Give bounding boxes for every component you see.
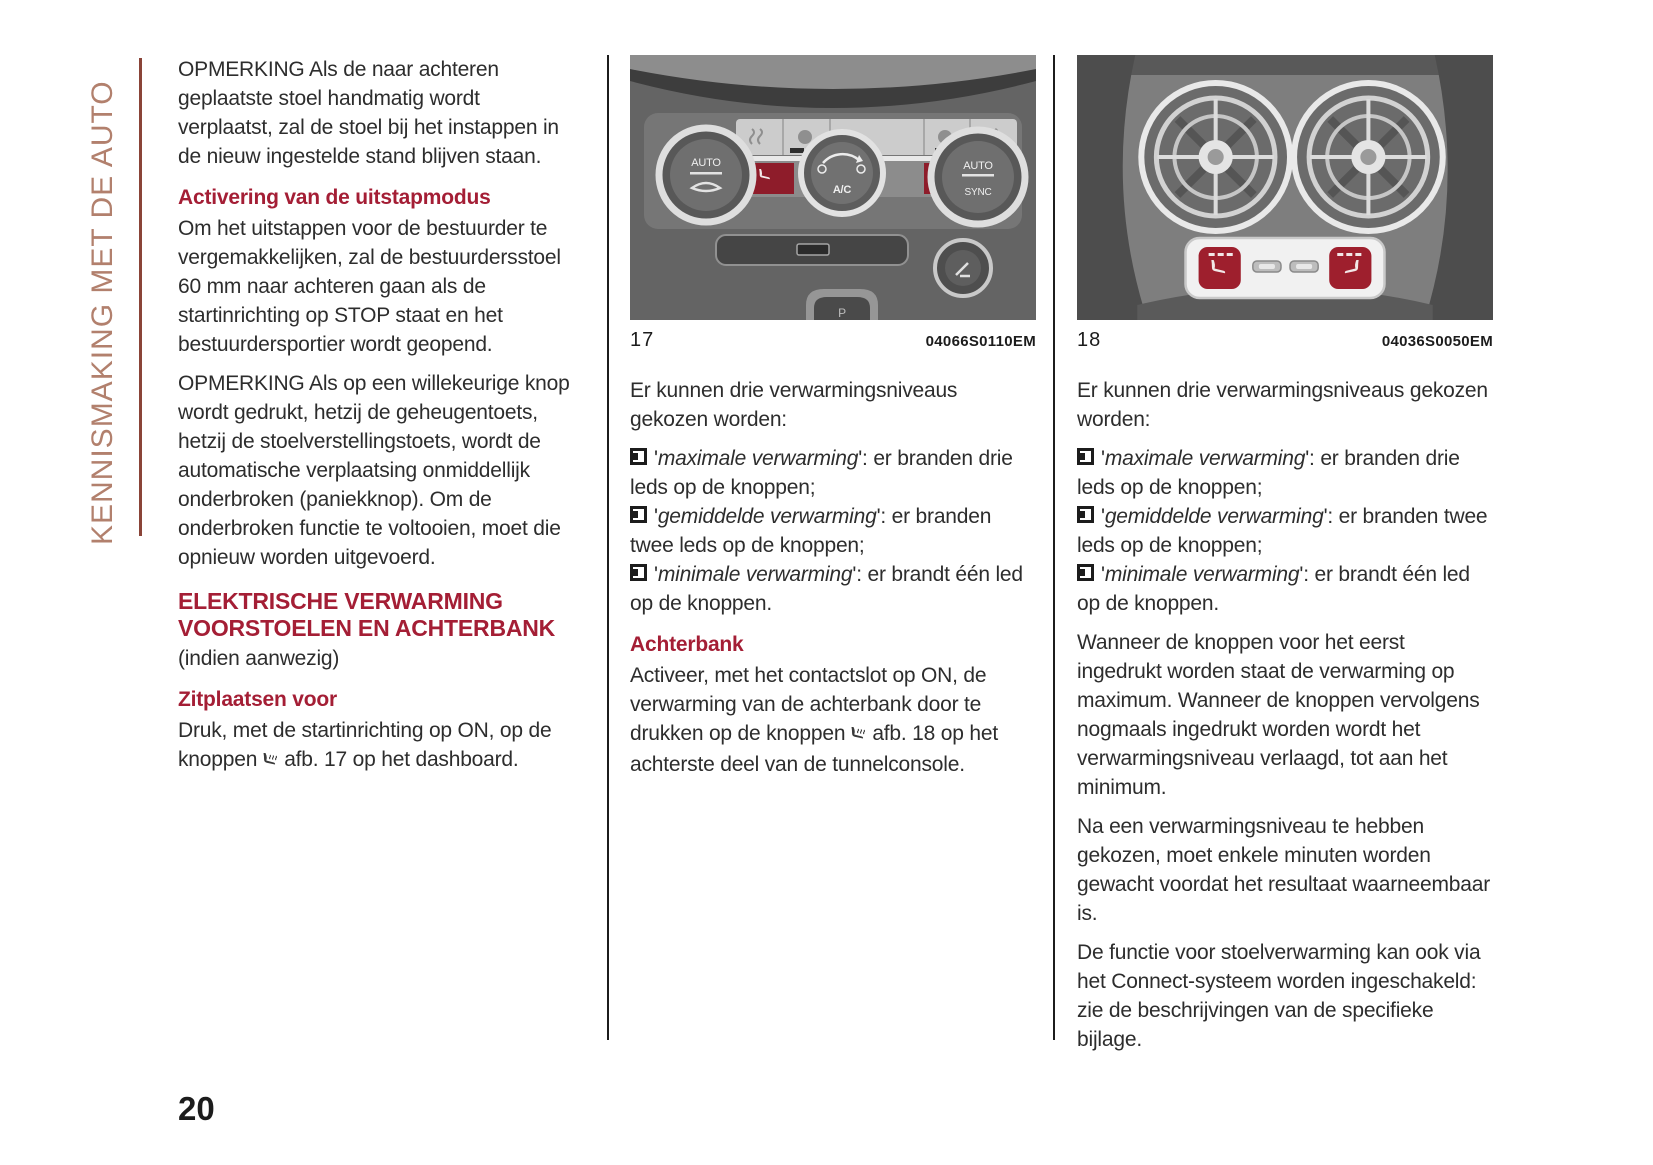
figure-number: 18 [1077, 329, 1102, 351]
bullet-text: ': er branden drie leds op de knoppen; [1077, 447, 1460, 499]
square-bullet-icon [630, 506, 647, 523]
seat-heater-icon [850, 721, 867, 750]
chapter-heading [178, 588, 580, 642]
bullet-text: ': er branden twee leds op de knoppen; [630, 505, 992, 557]
chapter-sidebar-title: KENNISMAKING MET DE AUTO [86, 80, 119, 545]
bullet-text: ' [654, 505, 658, 528]
paragraph: Om het uitstappen voor de bestuurder te vergemakkelijken, zal de bestuurdersstoel 60 mm naar achteren gaan als de startinrichting op STOP staat en het bestuurdersportier wordt geopend. [178, 217, 561, 356]
bullet-text: ': er branden twee leds op de knoppen; [1077, 505, 1488, 557]
bullet-term: maximale verwarming [1104, 447, 1306, 470]
bullet-text: ' [1101, 505, 1105, 528]
sidebar-rule [139, 58, 142, 536]
list-item [1077, 560, 1493, 618]
square-bullet-icon [1077, 448, 1094, 465]
text-column-2 [630, 55, 1036, 789]
list-item [1077, 502, 1493, 560]
paragraph: Er kunnen drie verwarmingsniveaus gekozen worden: [1077, 379, 1488, 431]
bullet-term: maximale verwarming [657, 447, 859, 470]
list-item [630, 444, 1036, 502]
svg-text:AUTO: AUTO [963, 160, 993, 172]
bullet-text: ': er brandt één led op de knoppen. [1077, 563, 1470, 615]
paragraph-text: afb. 18 op het achterste deel van de tunnelconsole. [630, 722, 998, 776]
text-column-1 [178, 55, 580, 786]
paragraph-with-icon [630, 661, 1036, 779]
paragraph: Er kunnen drie verwarmingsniveaus gekozen worden: [630, 379, 958, 431]
bullet-text: ': er brandt één led op de knoppen. [630, 563, 1023, 615]
bullet-term: gemiddelde verwarming [657, 505, 877, 528]
figure-code: 04036S0050EM [1381, 333, 1493, 350]
paragraph: OPMERKING Als de naar achteren geplaatste stoel handmatig wordt verplaatst, zal de stoel bij het instappen in de nieuw ingestelde stand blijven staan. [178, 58, 559, 168]
bullet-text: ' [654, 447, 658, 470]
svg-text:AUTO: AUTO [691, 157, 721, 169]
list-item [630, 560, 1036, 618]
svg-text:P: P [838, 306, 846, 320]
square-bullet-icon [630, 564, 647, 581]
paragraph: De functie voor stoelverwarming kan ook via het Connect-systeem worden ingeschakeld: zie de beschrijvingen van de specifieke bijlage. [1077, 941, 1481, 1051]
list-item [630, 502, 1036, 560]
heating-levels-list [630, 444, 1036, 618]
text-column-3 [1077, 55, 1493, 1064]
list-item [1077, 444, 1493, 502]
bullet-term: gemiddelde verwarming [1104, 505, 1324, 528]
square-bullet-icon [1077, 564, 1094, 581]
figure-caption [630, 326, 1036, 356]
figure-code: 04066S0110EM [925, 333, 1036, 350]
paragraph: OPMERKING Als op een willekeurige knop wordt gedrukt, hetzij de geheugentoets, hetzij de stoelverstellingstoets, wordt de automatische verplaatsing onmiddellijk onderbroken (paniekknop). Om de onderbroken functie te voltooien, moet die opnieuw worden uitgevoerd. [178, 372, 570, 569]
svg-text:A/C: A/C [832, 184, 852, 196]
bullet-term: minimale verwarming [1104, 563, 1300, 586]
square-bullet-icon [630, 448, 647, 465]
availability-note: (indien aanwezig) [178, 647, 340, 670]
bullet-text: ': er branden drie leds op de knoppen; [630, 447, 1013, 499]
figure-number: 17 [630, 329, 655, 351]
bullet-term: minimale verwarming [657, 563, 853, 586]
square-bullet-icon [1077, 506, 1094, 523]
paragraph-with-icon [178, 716, 580, 776]
figure-18-rear-console-photo [1077, 55, 1493, 320]
chapter-heading-line1: ELEKTRISCHE VERWARMING [178, 588, 503, 614]
figure-17-climate-panel-photo [630, 55, 1036, 320]
bullet-text: ' [1101, 447, 1105, 470]
section-heading: Activering van de uitstapmodus [178, 186, 491, 209]
seat-heater-icon [262, 747, 279, 776]
figure-caption [1077, 326, 1493, 356]
bullet-text: ' [654, 563, 658, 586]
paragraph: Na een verwarmingsniveau te hebben gekozen, moet enkele minuten worden gewacht voordat het resultaat waarneembaar is. [1077, 815, 1491, 925]
paragraph: Wanneer de knoppen voor het eerst ingedrukt worden staat de verwarming op maximum. Wanneer de knoppen vervolgens nogmaals ingedrukt worden wordt het verwarmingsniveau verlaagd, tot aan het minimum. [1077, 631, 1480, 799]
bullet-text: ' [1101, 563, 1105, 586]
svg-text:SYNC: SYNC [964, 187, 992, 198]
chapter-heading-line2: VOORSTOELEN EN ACHTERBANK [178, 615, 556, 641]
paragraph-text: Druk, met de startinrichting op ON, op de knoppen [178, 719, 552, 771]
column-divider [1053, 55, 1055, 1040]
paragraph-text: afb. 17 op het dashboard. [284, 748, 519, 771]
section-heading: Achterbank [630, 633, 744, 656]
column-divider [607, 55, 609, 1040]
heating-levels-list [1077, 444, 1493, 618]
section-heading: Zitplaatsen voor [178, 688, 337, 711]
page-number: 20 [178, 1090, 215, 1127]
paragraph-text: Activeer, met het contactslot op ON, de verwarming van de achterbank door te drukken op de knoppen [630, 664, 987, 745]
